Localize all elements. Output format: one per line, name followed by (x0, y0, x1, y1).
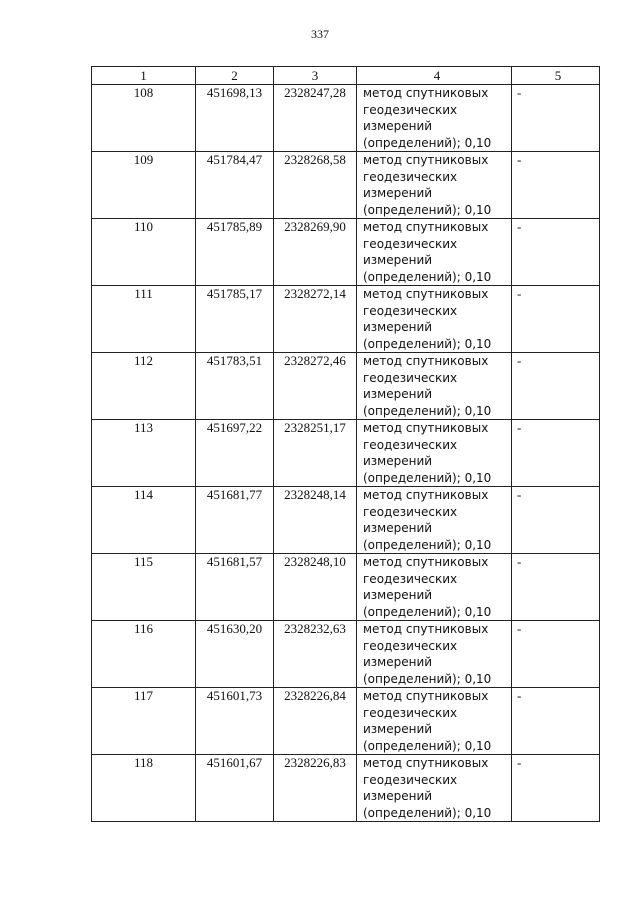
y-coordinate-cell: 2328272,14 (274, 286, 357, 353)
table-row (92, 85, 600, 152)
table-body (92, 85, 600, 822)
point-number-cell: 109 (92, 152, 196, 219)
point-number-cell: 108 (92, 85, 196, 152)
x-coordinate-cell: 451681,57 (196, 554, 274, 621)
x-coordinate-cell: 451784,47 (196, 152, 274, 219)
method-cell: метод спутниковых геодезических измерений (определений); 0,10 (357, 219, 512, 286)
column-header-1: 1 (92, 67, 196, 85)
column-header-4: 4 (357, 67, 512, 85)
method-cell: метод спутниковых геодезических измерений (определений); 0,10 (357, 554, 512, 621)
y-coordinate-cell: 2328269,90 (274, 219, 357, 286)
table-row (92, 487, 600, 554)
table-header (92, 67, 600, 85)
y-coordinate-cell: 2328251,17 (274, 420, 357, 487)
note-cell: - (512, 487, 600, 554)
point-number-cell: 115 (92, 554, 196, 621)
method-cell: метод спутниковых геодезических измерений (определений); 0,10 (357, 621, 512, 688)
method-cell: метод спутниковых геодезических измерений (определений); 0,10 (357, 487, 512, 554)
x-coordinate-cell: 451785,17 (196, 286, 274, 353)
column-header-5: 5 (512, 67, 600, 85)
x-coordinate-cell: 451601,73 (196, 688, 274, 755)
note-cell: - (512, 554, 600, 621)
note-cell: - (512, 219, 600, 286)
table-row (92, 420, 600, 487)
y-coordinate-cell: 2328268,58 (274, 152, 357, 219)
note-cell: - (512, 688, 600, 755)
table-row (92, 755, 600, 822)
x-coordinate-cell: 451698,13 (196, 85, 274, 152)
page-number: 337 (311, 27, 329, 41)
y-coordinate-cell: 2328232,63 (274, 621, 357, 688)
y-coordinate-cell: 2328226,84 (274, 688, 357, 755)
x-coordinate-cell: 451601,67 (196, 755, 274, 822)
y-coordinate-cell: 2328248,10 (274, 554, 357, 621)
method-cell: метод спутниковых геодезических измерений (определений); 0,10 (357, 353, 512, 420)
x-coordinate-cell: 451783,51 (196, 353, 274, 420)
column-header-2: 2 (196, 67, 274, 85)
table-row (92, 621, 600, 688)
method-cell: метод спутниковых геодезических измерений (определений); 0,10 (357, 420, 512, 487)
table-row (92, 353, 600, 420)
x-coordinate-cell: 451681,77 (196, 487, 274, 554)
point-number-cell: 111 (92, 286, 196, 353)
note-cell: - (512, 420, 600, 487)
x-coordinate-cell: 451630,20 (196, 621, 274, 688)
note-cell: - (512, 755, 600, 822)
method-cell: метод спутниковых геодезических измерений (определений); 0,10 (357, 688, 512, 755)
method-cell: метод спутниковых геодезических измерений (определений); 0,10 (357, 755, 512, 822)
point-number-cell: 118 (92, 755, 196, 822)
y-coordinate-cell: 2328248,14 (274, 487, 357, 554)
note-cell: - (512, 286, 600, 353)
y-coordinate-cell: 2328272,46 (274, 353, 357, 420)
table-row (92, 688, 600, 755)
point-number-cell: 116 (92, 621, 196, 688)
table-row (92, 219, 600, 286)
point-number-cell: 113 (92, 420, 196, 487)
coordinates-table (91, 66, 600, 822)
method-cell: метод спутниковых геодезических измерений (определений); 0,10 (357, 85, 512, 152)
table-row (92, 554, 600, 621)
note-cell: - (512, 353, 600, 420)
y-coordinate-cell: 2328247,28 (274, 85, 357, 152)
table-row (92, 152, 600, 219)
y-coordinate-cell: 2328226,83 (274, 755, 357, 822)
note-cell: - (512, 85, 600, 152)
note-cell: - (512, 152, 600, 219)
header-row (92, 67, 600, 85)
point-number-cell: 114 (92, 487, 196, 554)
column-header-3: 3 (274, 67, 357, 85)
point-number-cell: 112 (92, 353, 196, 420)
method-cell: метод спутниковых геодезических измерений (определений); 0,10 (357, 152, 512, 219)
x-coordinate-cell: 451697,22 (196, 420, 274, 487)
method-cell: метод спутниковых геодезических измерений (определений); 0,10 (357, 286, 512, 353)
x-coordinate-cell: 451785,89 (196, 219, 274, 286)
table-row (92, 286, 600, 353)
note-cell: - (512, 621, 600, 688)
point-number-cell: 117 (92, 688, 196, 755)
point-number-cell: 110 (92, 219, 196, 286)
